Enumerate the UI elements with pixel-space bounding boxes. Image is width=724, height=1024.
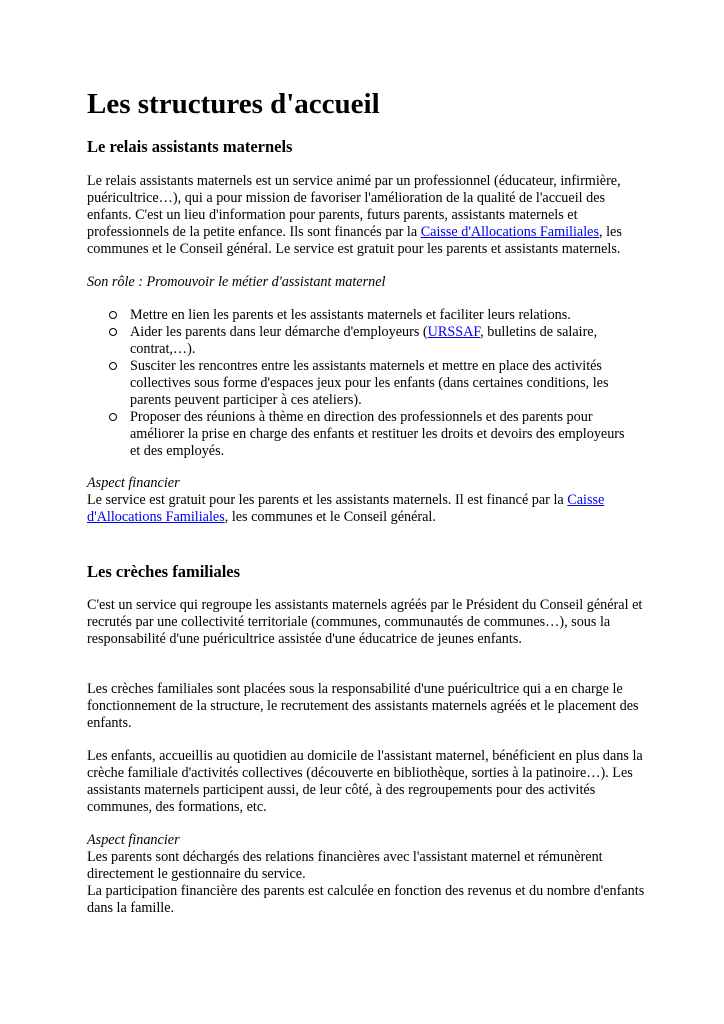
section-heading-creches: Les crèches familiales [87, 562, 241, 581]
relais-financial-paragraph [87, 492, 647, 526]
caf-link[interactable]: Caisse d'Allocations Familiales [420, 224, 599, 240]
circle-bullet-icon [109, 311, 117, 319]
circle-bullet-icon [109, 413, 117, 421]
creches-paragraph-3: Les enfants, accueillis au quotidien au domicile de l'assistant maternel, bénéficient en plus dans la crèche familiale d'activités collectives (découverte en bibliothèque, sorties à la patinoire…). Les assistants maternels participent aussi, de leur côté, à des regroupements pour des activités communes, des formations, etc. [87, 748, 643, 815]
relais-intro-paragraph [87, 173, 647, 258]
list-item-text: Susciter les rencontres entre les assistants maternels et mettre en place des activités collectives sous forme d'espaces jeux pour les enfants (dans certaines conditions, les parents peuvent participer à ces ateliers). [130, 358, 609, 408]
creches-financial-block [87, 832, 647, 917]
urssaf-link[interactable]: URSSAF [427, 324, 481, 340]
relais-intro-text-end: , les communes et le Conseil général. Le service est gratuit pour les parents et assistants maternels. [87, 224, 622, 257]
list-item-text: Aider les parents dans leur démarche d'employeurs ( [130, 324, 428, 340]
relais-role-list [87, 307, 635, 460]
creches-financial-line-2: La participation financière des parents est calculée en fonction des revenus et du nombre d'enfants dans la famille. [87, 883, 645, 916]
list-item [87, 358, 635, 409]
page-title: Les structures d'accueil [87, 88, 380, 120]
list-item [87, 307, 635, 324]
relais-financial-block [87, 475, 647, 526]
caf-link-financial[interactable]: Caisse d'Allocations Familiales [87, 492, 605, 525]
creches-financial-line-1: Les parents sont déchargés des relations financières avec l'assistant maternel et rémunèrent directement le gestionnaire du service. [87, 849, 603, 882]
list-item-text: Mettre en lien les parents et les assistants maternels et faciliter leurs relations. [130, 307, 571, 323]
list-item [87, 409, 635, 460]
list-item-text-end: , bulletins de salaire, contrat,…). [130, 324, 598, 357]
creches-paragraph-2: Les crèches familiales sont placées sous la responsabilité d'une puéricultrice qui a en charge le fonctionnement de la structure, le recrutement des assistants maternels agréés et le placement des enfants. [87, 681, 639, 731]
section-heading-relais: Le relais assistants maternels [87, 137, 293, 156]
creches-financial-label: Aspect financier [87, 832, 180, 848]
relais-financial-text-end: , les communes et le Conseil général. [224, 509, 436, 525]
list-item [87, 324, 635, 358]
circle-bullet-icon [109, 362, 117, 370]
list-item-text: Proposer des réunions à thème en direction des professionnels et des parents pour améliorer la prise en charge des enfants et restituer les droits et devoirs des employeurs et des employés. [130, 409, 625, 459]
circle-bullet-icon [109, 328, 117, 336]
creches-paragraph-1: C'est un service qui regroupe les assistants maternels agréés par le Président du Conseil général et recrutés par une collectivité territoriale (communes, communautés de communes…), sous la responsabilité d'une puéricultrice assistée d'une éducatrice de jeunes enfants. [87, 597, 643, 647]
relais-intro-text: Le relais assistants maternels est un service animé par un professionnel (éducateur, infirmière, puéricultrice…), qui a pour mission de favoriser l'amélioration de la qualité de l'accueil des enfants. C'est un lieu d'information pour parents, futurs parents, assistants maternels et professionnels de la petite enfance. Ils sont financés par la [87, 173, 621, 240]
relais-role: Son rôle : Promouvoir le métier d'assistant maternel [87, 274, 386, 290]
relais-financial-text: Le service est gratuit pour les parents et les assistants maternels. Il est financé par la [87, 492, 568, 508]
relais-financial-label: Aspect financier [87, 475, 180, 491]
